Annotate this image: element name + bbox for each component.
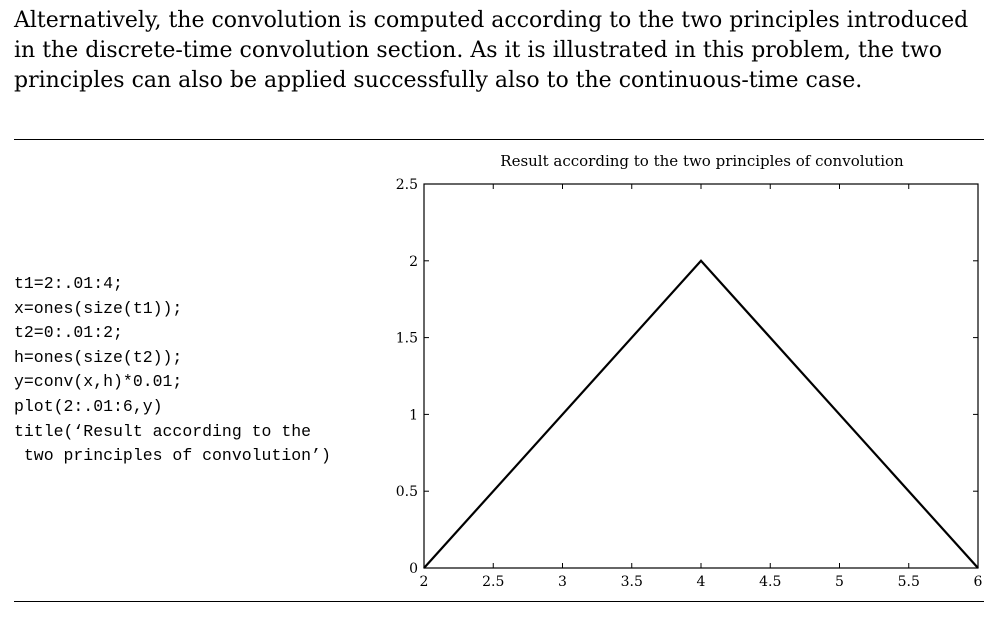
x-tick-label: 2 [419, 574, 429, 590]
code-line: title(‘Result according to the [14, 421, 312, 441]
top-rule [14, 139, 984, 140]
code-line: x=ones(size(t1)); [14, 298, 183, 318]
y-tick-label: 1 [409, 407, 418, 424]
intro-paragraph: Alternatively, the convolution is computed according to the two principles introduced in the discrete-time convolution section. As it is illustrated in this problem, the two principles can also be applied successfully also to the continuous-time case. [14, 8, 969, 93]
code-line: two principles of convolution’) [14, 446, 331, 466]
series-line [424, 261, 978, 568]
y-tick-label: 2.5 [395, 177, 418, 193]
x-tick-label: 3.5 [620, 574, 643, 590]
matlab-code-block [14, 272, 331, 469]
code-line: t2=0:.01:2; [14, 323, 123, 343]
bottom-rule [14, 601, 984, 602]
x-tick-label: 2.5 [482, 574, 505, 590]
x-tick-label: 3 [558, 574, 567, 590]
code-line: h=ones(size(t2)); [14, 347, 183, 367]
code-line: plot(2:.01:6,y) [14, 396, 163, 416]
x-tick-label: 5 [835, 574, 844, 590]
y-tick-label: 0.5 [395, 484, 418, 501]
convolution-plot [380, 170, 990, 600]
x-tick-label: 5.5 [897, 574, 920, 590]
code-line: y=conv(x,h)*0.01; [14, 372, 183, 392]
plot-frame [424, 184, 978, 568]
y-tick-label: 1.5 [395, 330, 418, 347]
code-line: t1=2:.01:4; [14, 274, 123, 293]
y-tick-label: 2 [409, 253, 418, 270]
x-tick-label: 6 [973, 574, 983, 590]
x-tick-label: 4 [696, 574, 706, 590]
x-tick-label: 4.5 [759, 574, 782, 590]
y-tick-label: 0 [409, 561, 418, 577]
chart-title: Result according to the two principles of convolution [500, 152, 904, 170]
